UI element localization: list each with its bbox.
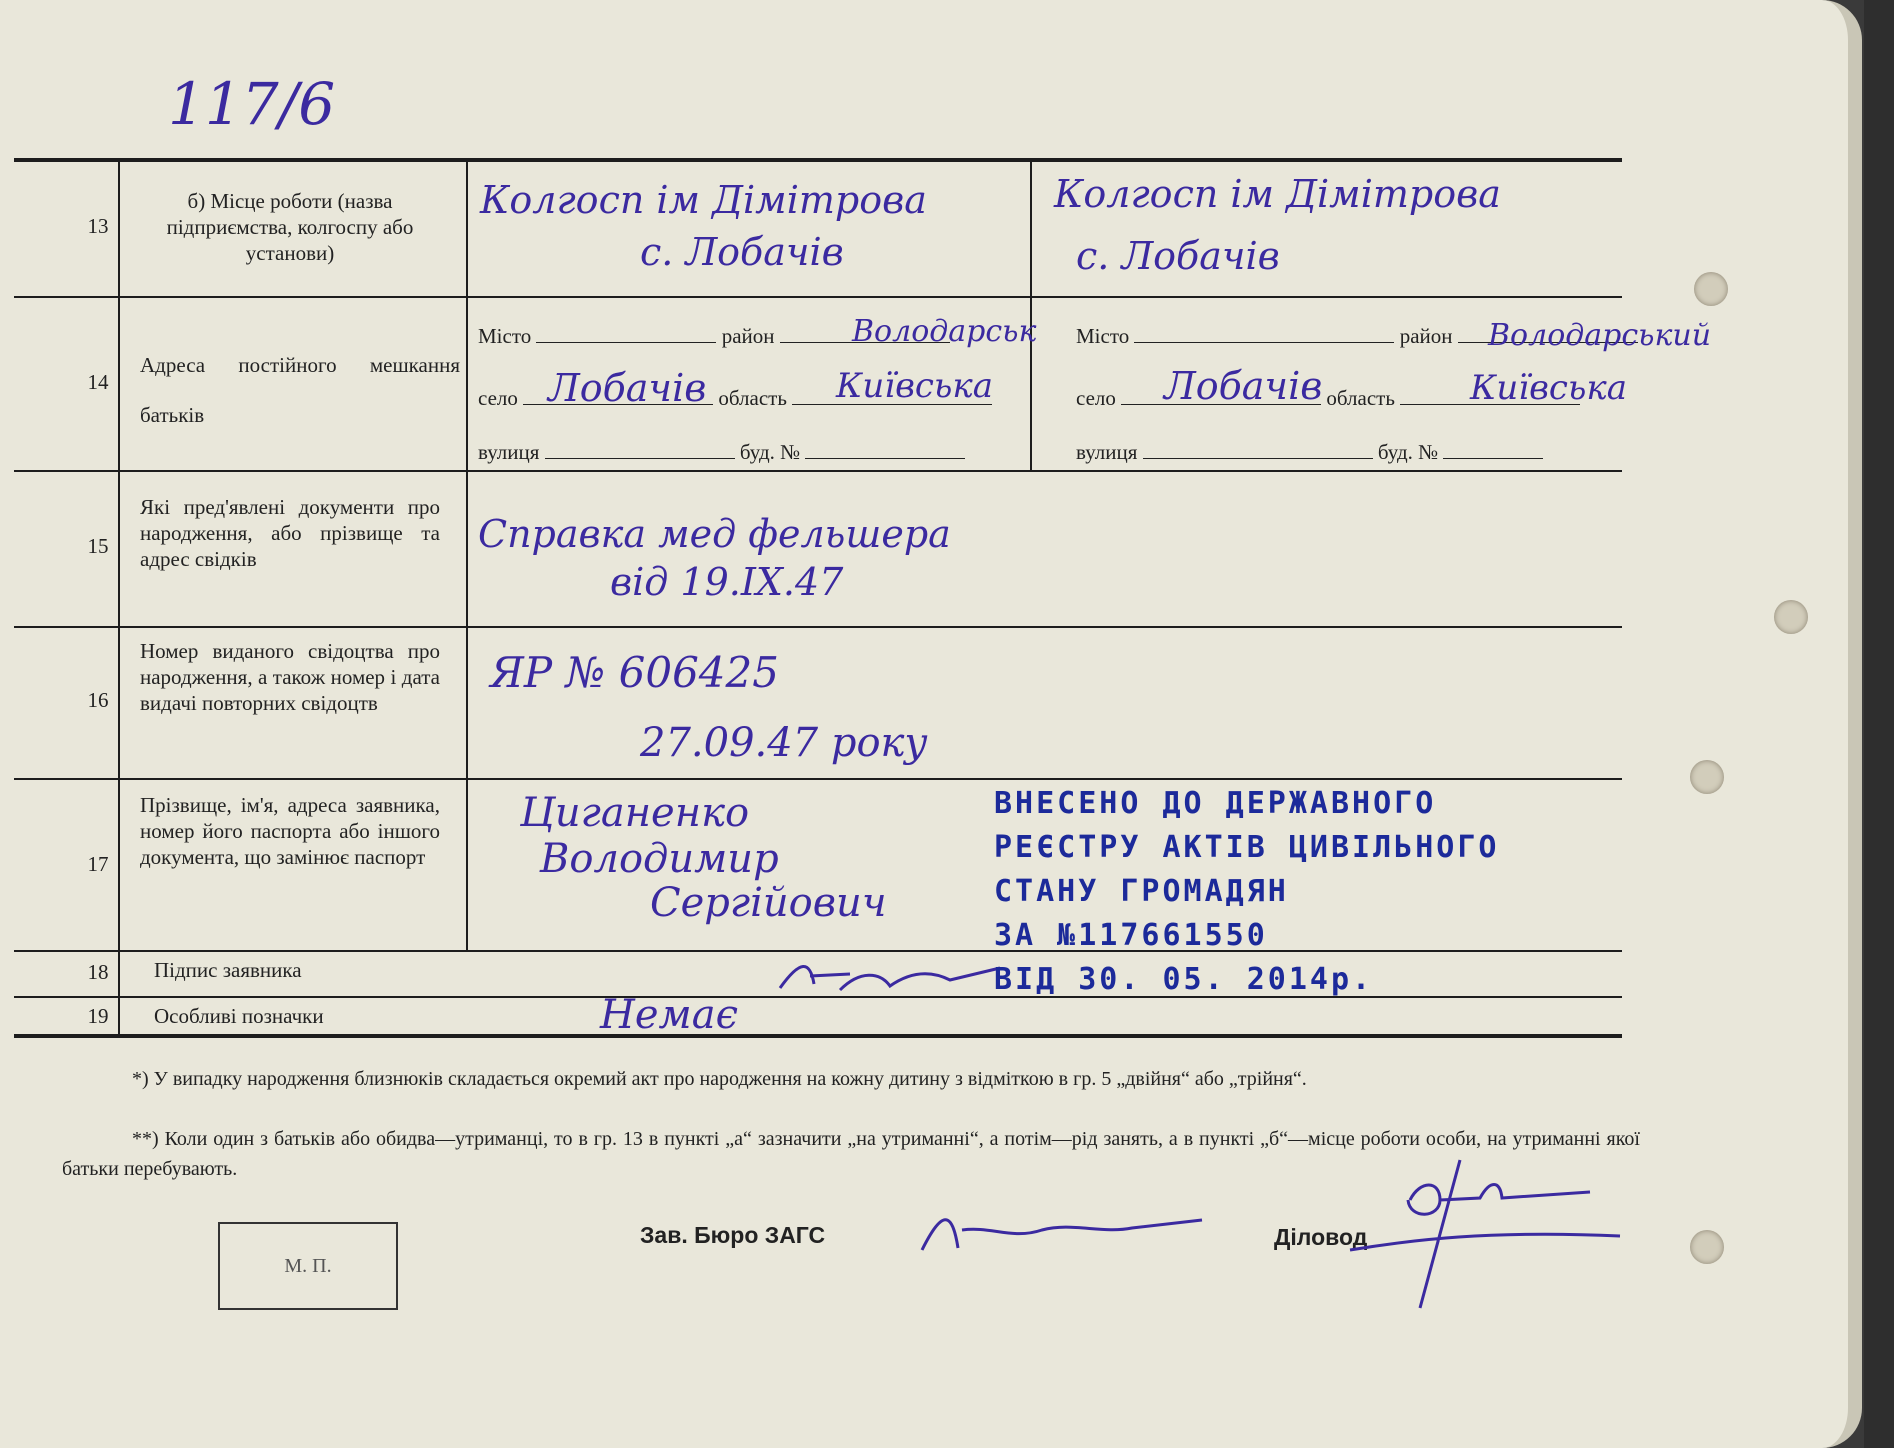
certificate-date: 27.09.47 року <box>640 720 928 766</box>
footnote-2: **) Коли один з батьків або обидва—утриманці, то в гр. 13 в пункті „а“ зазначити „на утриманні“, а потім—рід занять, а в пункті „б“—місце роботи особи, на утриманні якої батьки перебувають. <box>62 1128 1640 1180</box>
address-village-right: село область <box>1076 386 1580 411</box>
address-village-left: село область <box>478 386 992 411</box>
applicant-patronymic: Сергійович <box>650 880 887 926</box>
binder-hole <box>1690 1230 1724 1264</box>
head-label: Зав. Бюро ЗАГС <box>640 1222 826 1248</box>
binder-hole <box>1690 760 1724 794</box>
applicant-name: Володимир <box>540 836 779 882</box>
applicant-signature <box>770 950 1010 1006</box>
seal-place-label: М. П. <box>284 1255 332 1277</box>
record-number: 117/6 <box>168 70 336 138</box>
left-district: Володарськ <box>852 314 1037 349</box>
row-label: Прізвище, ім'я, адреса заявника, номер його паспорта або іншого документа, що замінює паспорт <box>140 793 440 869</box>
address-city-left: Місто район <box>478 324 950 349</box>
left-village: Лобачів <box>548 366 707 410</box>
head-signature <box>912 1200 1212 1270</box>
row-label: Які пред'явлені документи про народження, або прізвище та адрес свідків <box>140 495 440 571</box>
row-label: Підпис заявника <box>154 958 302 982</box>
right-region: Київська <box>1470 368 1628 408</box>
father-workplace-line1: Колгосп ім Дімітрова <box>1054 172 1501 216</box>
applicant-surname: Циганенко <box>520 790 750 836</box>
footnote-1: *) У випадку народження близнюків складається окремий акт про народження на кожну дитину з відміткою в гр. 5 „двійня“ або „трійня“. <box>132 1068 1307 1090</box>
page-edge <box>1864 0 1894 1448</box>
stamp-line: ВІД 30. 05. 2014р. <box>994 962 1374 997</box>
special-notes: Немає <box>600 992 738 1038</box>
clerk-label: Діловод <box>1274 1224 1368 1250</box>
child-workplace-line2: с. Лобачів <box>640 230 844 274</box>
seal-place-box <box>218 1222 398 1310</box>
top-rule <box>14 158 1622 162</box>
binder-hole <box>1694 272 1728 306</box>
left-region: Київська <box>836 366 994 406</box>
child-workplace-line1: Колгосп ім Дімітрова <box>480 178 927 222</box>
row-number: 14 <box>87 370 109 394</box>
col-divider <box>118 160 120 1036</box>
stamp-line: СТАНУ ГРОМАДЯН <box>994 874 1289 909</box>
stamp-line: РЕЄСТРУ АКТІВ ЦИВІЛЬНОГО <box>994 830 1500 865</box>
row-number: 16 <box>87 688 109 712</box>
documents-line2: від 19.IX.47 <box>610 560 844 604</box>
right-village: Лобачів <box>1164 364 1323 408</box>
address-street-right: вулиця буд. № <box>1076 440 1543 465</box>
bottom-rule <box>14 1034 1622 1038</box>
col-divider <box>466 160 468 950</box>
father-workplace-line2: с. Лобачів <box>1076 234 1280 278</box>
row-label: Адреса постійного мешкання батьків <box>140 353 460 427</box>
row-divider <box>14 296 1622 298</box>
address-street-left: вулиця буд. № <box>478 440 965 465</box>
stamp-line: ВНЕСЕНО ДО ДЕРЖАВНОГО <box>994 786 1437 821</box>
certificate-number: ЯР № 606425 <box>490 648 779 697</box>
row-number: 18 <box>87 960 109 984</box>
registry-stamp <box>994 782 1499 1002</box>
row-number: 15 <box>87 534 109 558</box>
row-number: 19 <box>87 1004 109 1028</box>
row-label: б) Місце роботи (назва підприємства, колгоспу або установи) <box>166 189 414 265</box>
row-number: 17 <box>87 852 109 876</box>
address-city-right: Місто район <box>1076 324 1638 349</box>
row-label: Особливі позначки <box>154 1004 324 1028</box>
row-divider <box>14 778 1622 780</box>
clerk-signature <box>1290 1140 1630 1310</box>
row-label: Номер виданого свідоцтва про народження, а також номер і дата видачі повторних свідоцтв <box>140 639 440 715</box>
row-number: 13 <box>87 214 109 238</box>
row-divider <box>14 626 1622 628</box>
binder-hole <box>1774 600 1808 634</box>
stamp-line: ЗА №117661550 <box>994 918 1268 953</box>
documents-line1: Справка мед фельшера <box>478 512 951 556</box>
right-district: Володарський <box>1488 318 1712 353</box>
row-divider <box>14 470 1622 472</box>
